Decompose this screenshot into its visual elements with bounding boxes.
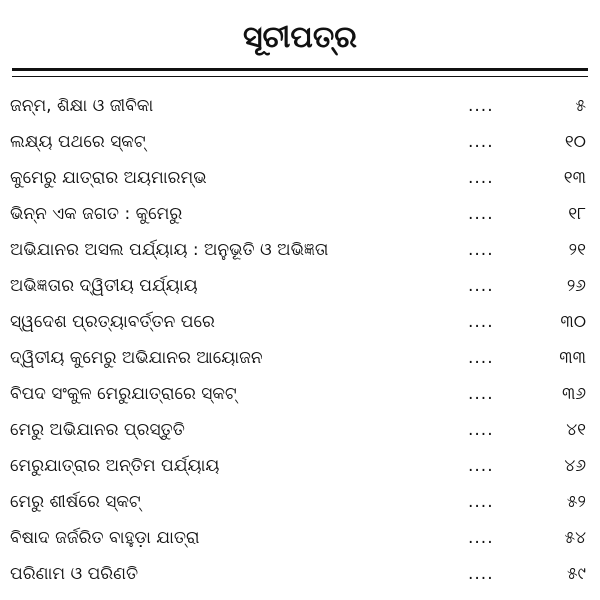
toc-entry <box>0 448 600 484</box>
entry-page-number: ୨୧ <box>568 240 586 260</box>
entry-title: ଦ୍ୱିତୀୟ କୁମେରୁ ଅଭିଯାନର ଆୟୋଜନ <box>10 348 263 368</box>
entry-page-number: ୪୬ <box>564 456 586 476</box>
toc-entry <box>0 556 600 592</box>
entry-page-number: ୫ <box>575 96 586 116</box>
leader-dots: .... <box>468 204 494 224</box>
entry-title: ସ୍ୱଦେଶ ପ୍ରତ୍ୟାବର୍ତ୍ତନ ପରେ <box>10 312 215 332</box>
entry-title: ଲକ୍ଷ୍ୟ ପଥରେ ସ୍କଟ୍ <box>10 132 146 152</box>
entry-title: କୁମେରୁ ଯାତ୍ରାର ଅୟମାରମ୍ଭ <box>10 168 207 188</box>
leader-dots: .... <box>468 168 494 188</box>
entry-page-number: ୫୨ <box>566 492 586 512</box>
leader-dots: .... <box>468 132 494 152</box>
entry-title: ମେରୁ ଅଭିଯାନର ପ୍ରସ୍ତୁତି <box>10 420 185 440</box>
toc-entry <box>0 304 600 340</box>
title-rule-thin <box>12 76 588 77</box>
toc-entry <box>0 340 600 376</box>
leader-dots: .... <box>468 240 494 260</box>
entry-title: ଅଭିଯାନର ଅସଲ ପର୍ଯ୍ୟାୟ : ଅନୁଭୂତି ଓ ଅଭିଜ୍ଞତା <box>10 240 329 260</box>
entry-page-number: ୩୩ <box>559 348 586 368</box>
toc-entry <box>0 520 600 556</box>
toc-list <box>0 88 600 592</box>
toc-entry <box>0 196 600 232</box>
entry-title: ଜନ୍ମ, ଶିକ୍ଷା ଓ ଜୀବିକା <box>10 96 154 116</box>
toc-entry <box>0 232 600 268</box>
entry-page-number: ୨୬ <box>566 276 586 296</box>
entry-page-number: ୫୯ <box>566 564 586 584</box>
entry-page-number: ୪୧ <box>566 420 586 440</box>
toc-entry <box>0 268 600 304</box>
toc-entry <box>0 88 600 124</box>
entry-page-number: ୫୪ <box>564 528 586 548</box>
toc-entry <box>0 160 600 196</box>
leader-dots: .... <box>468 420 494 440</box>
entry-title: ବିଷାଦ ଜର୍ଜରିତ ବାହୁଡ଼ା ଯାତ୍ରା <box>10 528 200 548</box>
entry-title: ଭିନ୍ନ ଏକ ଜଗତ : କୁମେରୁ <box>10 204 183 224</box>
toc-entry <box>0 376 600 412</box>
leader-dots: .... <box>468 276 494 296</box>
entry-page-number: ୧୩ <box>563 168 586 188</box>
leader-dots: .... <box>468 528 494 548</box>
leader-dots: .... <box>468 96 494 116</box>
entry-page-number: ୩୬ <box>561 384 586 404</box>
title-rule-thick <box>12 68 588 71</box>
toc-entry <box>0 484 600 520</box>
leader-dots: .... <box>468 564 494 584</box>
entry-page-number: ୧୮ <box>568 204 586 224</box>
entry-page-number: ୩୦ <box>560 312 586 332</box>
leader-dots: .... <box>468 492 494 512</box>
entry-title: ବିପଦ ସଂକୁଳ ମେରୁଯାତ୍ରାରେ ସ୍କଟ୍ <box>10 384 237 404</box>
leader-dots: .... <box>468 348 494 368</box>
leader-dots: .... <box>468 456 494 476</box>
entry-title: ପରିଣାମ ଓ ପରିଣତି <box>10 564 139 584</box>
entry-title: ମେରୁଯାତ୍ରାର ଅନ୍ତିମ ପର୍ଯ୍ୟାୟ <box>10 456 220 476</box>
entry-title: ମେରୁ ଶୀର୍ଷରେ ସ୍କଟ୍ <box>10 492 141 512</box>
leader-dots: .... <box>468 384 494 404</box>
leader-dots: .... <box>468 312 494 332</box>
page-title: ସୂଚୀପତ୍ର <box>243 20 357 55</box>
toc-entry <box>0 412 600 448</box>
entry-page-number: ୧୦ <box>564 132 586 152</box>
toc-entry <box>0 124 600 160</box>
entry-title: ଅଭିଜ୍ଞତାର ଦ୍ୱିତୀୟ ପର୍ଯ୍ୟାୟ <box>10 276 198 296</box>
